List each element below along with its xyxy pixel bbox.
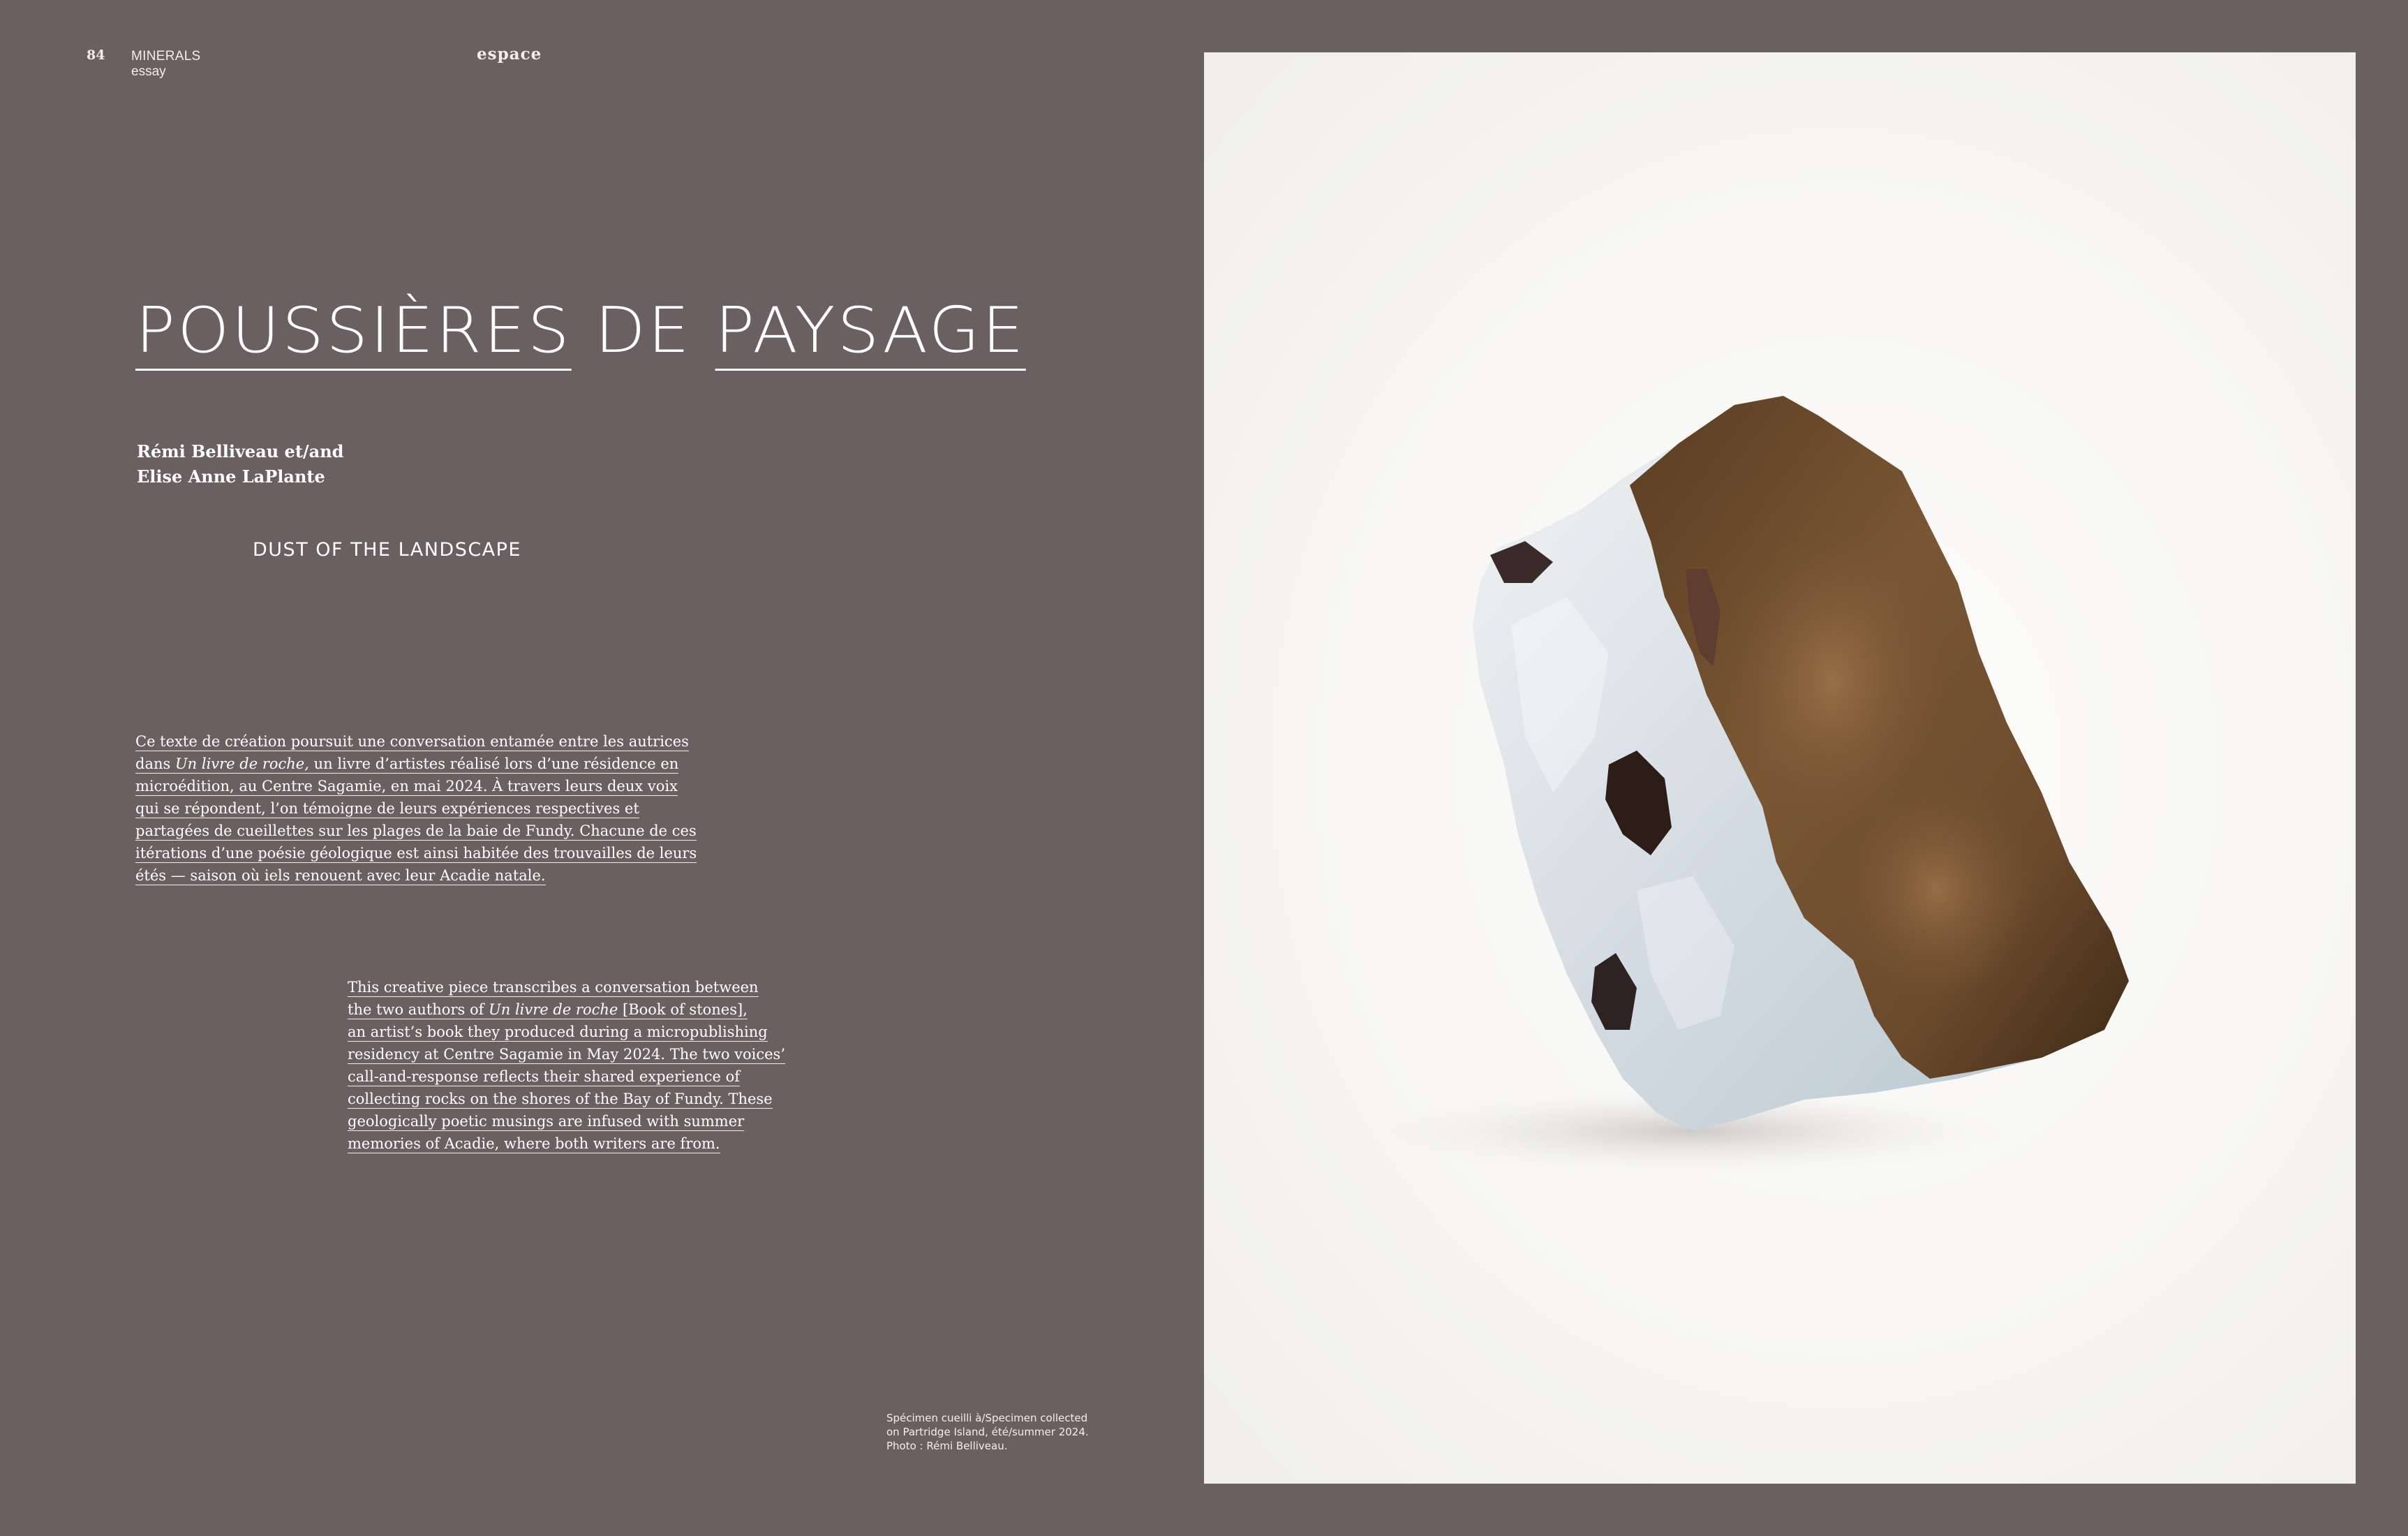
title-word-2: DE — [571, 294, 715, 367]
paragraph-line: partagées de cueillettes sur les plages de la baie de Fundy. Chacune de ces — [135, 822, 697, 839]
paragraph-line: memories of Acadie, where both writers are from. — [348, 1135, 720, 1152]
paragraph-line: itérations d’une poésie géologique est ainsi habitée des trouvailles de leurs — [135, 845, 697, 862]
paragraph-line: call-and-response reflects their shared experience of — [348, 1068, 741, 1085]
paragraph-line: microédition, au Centre Sagamie, en mai 2024. À travers leurs deux voix — [135, 778, 678, 795]
paragraph-line: Ce texte de création poursuit une conversation entamée entre les autrices — [135, 733, 689, 750]
book-title-italic: Un livre de roche — [489, 1001, 618, 1018]
rock-illustration — [1204, 52, 2356, 1484]
title-word-3: PAYSAGE — [715, 294, 1026, 371]
book-title-italic: Un livre de roche, — [174, 755, 309, 772]
section-label — [131, 49, 201, 80]
caption-line: Spécimen cueilli à/Specimen collected — [886, 1412, 1088, 1424]
article-subtitle: DUST OF THE LANDSCAPE — [253, 539, 521, 561]
paragraph-line: an artist’s book they produced during a micropublishing — [348, 1024, 768, 1040]
caption-line: on Partridge Island, été/summer 2024. — [886, 1426, 1089, 1438]
paragraph-line: geologically poetic musings are infused with summer — [348, 1113, 745, 1130]
paragraph-line: dans Un livre de roche, un livre d’artistes réalisé lors d’une résidence en — [135, 755, 679, 772]
specimen-photo — [1204, 52, 2356, 1484]
intro-french — [135, 730, 697, 887]
paragraph-line: étés — saison où iels renouent avec leur Acadie natale. — [135, 867, 546, 884]
section-type: essay — [131, 64, 166, 79]
paragraph-line: collecting rocks on the shores of the Bay of Fundy. These — [348, 1091, 773, 1107]
author-line: Rémi Belliveau et/and — [137, 441, 344, 461]
authors — [137, 439, 343, 489]
author-line: Elise Anne LaPlante — [137, 466, 325, 487]
paragraph-line: qui se répondent, l’on témoigne de leurs expériences respectives et — [135, 800, 639, 817]
paragraph-line: the two authors of Un livre de roche [Book of stones], — [348, 1001, 748, 1018]
paragraph-line: residency at Centre Sagamie in May 2024. The two voices’ — [348, 1046, 785, 1063]
caption-line: Photo : Rémi Belliveau. — [886, 1440, 1008, 1452]
article-title — [135, 296, 1026, 366]
title-word-1: POUSSIÈRES — [135, 294, 572, 371]
magazine-wordmark: espace — [477, 45, 542, 64]
paragraph-line: This creative piece transcribes a conversation between — [348, 979, 759, 996]
intro-english — [348, 976, 785, 1155]
photo-caption — [886, 1411, 1089, 1453]
page-number: 84 — [87, 47, 105, 63]
section-title: MINERALS — [131, 49, 201, 64]
